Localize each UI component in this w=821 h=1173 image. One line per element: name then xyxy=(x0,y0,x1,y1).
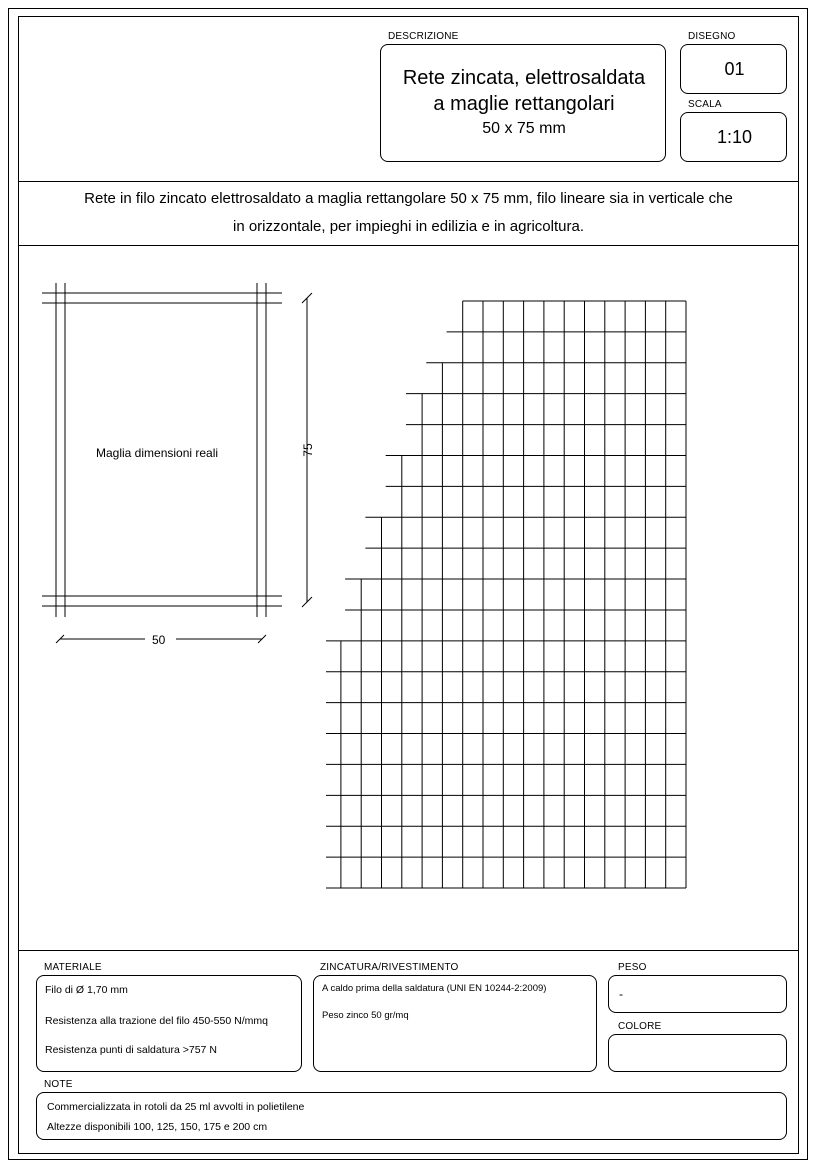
zincatura-line-2: Peso zinco 50 gr/mq xyxy=(322,1010,409,1021)
colore-label: COLORE xyxy=(618,1021,662,1032)
zincatura-box xyxy=(313,975,597,1072)
disegno-value: 01 xyxy=(724,59,745,79)
note-box xyxy=(36,1092,787,1140)
dimension-horizontal-label: 50 xyxy=(152,633,166,647)
scala-value: 1:10 xyxy=(716,127,753,147)
materiale-line-3: Resistenza punti di saldatura >757 N xyxy=(45,1044,217,1056)
description-line-2: in orizzontale, per impieghi in edilizia e in agricoltura. xyxy=(232,218,584,235)
colore-box xyxy=(608,1034,787,1072)
divider-footer xyxy=(18,950,799,951)
note-line-1: Commercializzata in rotoli da 25 ml avvolti in polietilene xyxy=(47,1101,305,1113)
peso-label: PESO xyxy=(618,962,647,973)
zincatura-label: ZINCATURA/RIVESTIMENTO xyxy=(320,962,459,973)
dimension-vertical-label: 75 xyxy=(301,443,315,457)
peso-box xyxy=(608,975,787,1013)
materiale-line-2: Resistenza alla trazione del filo 450-550 N/mmq xyxy=(45,1015,268,1027)
scala-label: SCALA xyxy=(688,99,722,110)
note-label: NOTE xyxy=(44,1079,73,1090)
title-line-1: Rete zincata, elettrosaldata xyxy=(402,67,646,89)
title-line-2: a maglie rettangolari xyxy=(433,93,615,115)
title-line-3: 50 x 75 mm xyxy=(482,120,566,137)
zincatura-line-1: A caldo prima della saldatura (UNI EN 10244-2:2009) xyxy=(322,983,547,994)
materiale-label: MATERIALE xyxy=(44,962,102,973)
materiale-box xyxy=(36,975,302,1072)
disegno-label: DISEGNO xyxy=(688,31,736,42)
description-line-1: Rete in filo zincato elettrosaldato a maglia rettangolare 50 x 75 mm, filo lineare sia in verticale che xyxy=(84,190,733,207)
peso-value: - xyxy=(619,987,623,1001)
materiale-line-1: Filo di Ø 1,70 mm xyxy=(45,984,128,996)
mesh-label: Maglia dimensioni reali xyxy=(96,446,219,460)
note-line-2: Altezze disponibili 100, 125, 150, 175 e 200 cm xyxy=(47,1121,268,1133)
descrizione-label: DESCRIZIONE xyxy=(388,31,459,42)
